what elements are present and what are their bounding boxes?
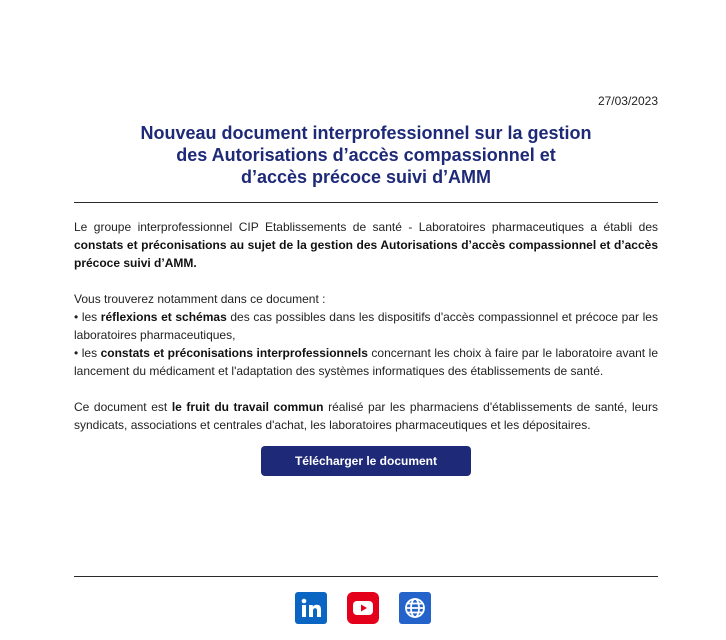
title-line-3: d’accès précoce suivi d’AMM <box>240 167 492 187</box>
download-document-button[interactable]: Télécharger le document <box>261 446 471 476</box>
closing-bold: le fruit du travail commun <box>171 400 324 414</box>
list-item-2-prefix: • les <box>74 346 101 360</box>
list-item-1-prefix: • les <box>74 310 101 324</box>
list-item-2 <box>74 344 658 380</box>
title-line-2: des Autorisations d’accès compassionnel et <box>176 145 556 165</box>
intro-bold: constats et préconisations au sujet de la gestion des Autorisations d’accès compassionnel et d’accès précoce suivi d’AMM. <box>74 238 658 270</box>
list-item-1-text: des cas possibles dans les dispositifs d'accès compassionnel et précoce par les laboratoires pharmaceutiques, <box>74 310 658 342</box>
article-body <box>74 218 658 434</box>
title-line-1: Nouveau document interprofessionnel sur la gestion <box>140 123 592 143</box>
list-lead: Vous trouverez notamment dans ce document : <box>74 292 326 306</box>
globe-icon[interactable] <box>399 592 431 624</box>
bottom-divider <box>74 576 658 577</box>
publication-date: 27/03/2023 <box>597 94 658 108</box>
closing-prefix: Ce document est <box>74 400 172 414</box>
list-item-1-bold: réflexions et schémas <box>100 310 227 324</box>
closing-paragraph <box>74 398 658 434</box>
page-title <box>74 122 658 188</box>
social-links <box>0 592 726 624</box>
intro-paragraph <box>74 218 658 272</box>
list-item-2-text: concernant les choix à faire par le laboratoire avant le lancement du médicament et l'adaptation des systèmes informatiques des établissements de santé. <box>74 346 658 378</box>
linkedin-icon[interactable] <box>295 592 327 624</box>
youtube-icon[interactable] <box>347 592 379 624</box>
list-item-1 <box>74 308 658 344</box>
intro-text: Le groupe interprofessionnel CIP Etablissements de santé - Laboratoires pharmaceutiques a établi des <box>74 220 658 234</box>
top-divider <box>74 202 658 203</box>
list-item-2-bold: constats et préconisations interprofessionnels <box>100 346 368 360</box>
closing-text: réalisé par les pharmaciens d'établissements de santé, leurs syndicats, associations et centrales d'achat, les laboratoires pharmaceutiques et les dépositaires. <box>74 400 658 432</box>
